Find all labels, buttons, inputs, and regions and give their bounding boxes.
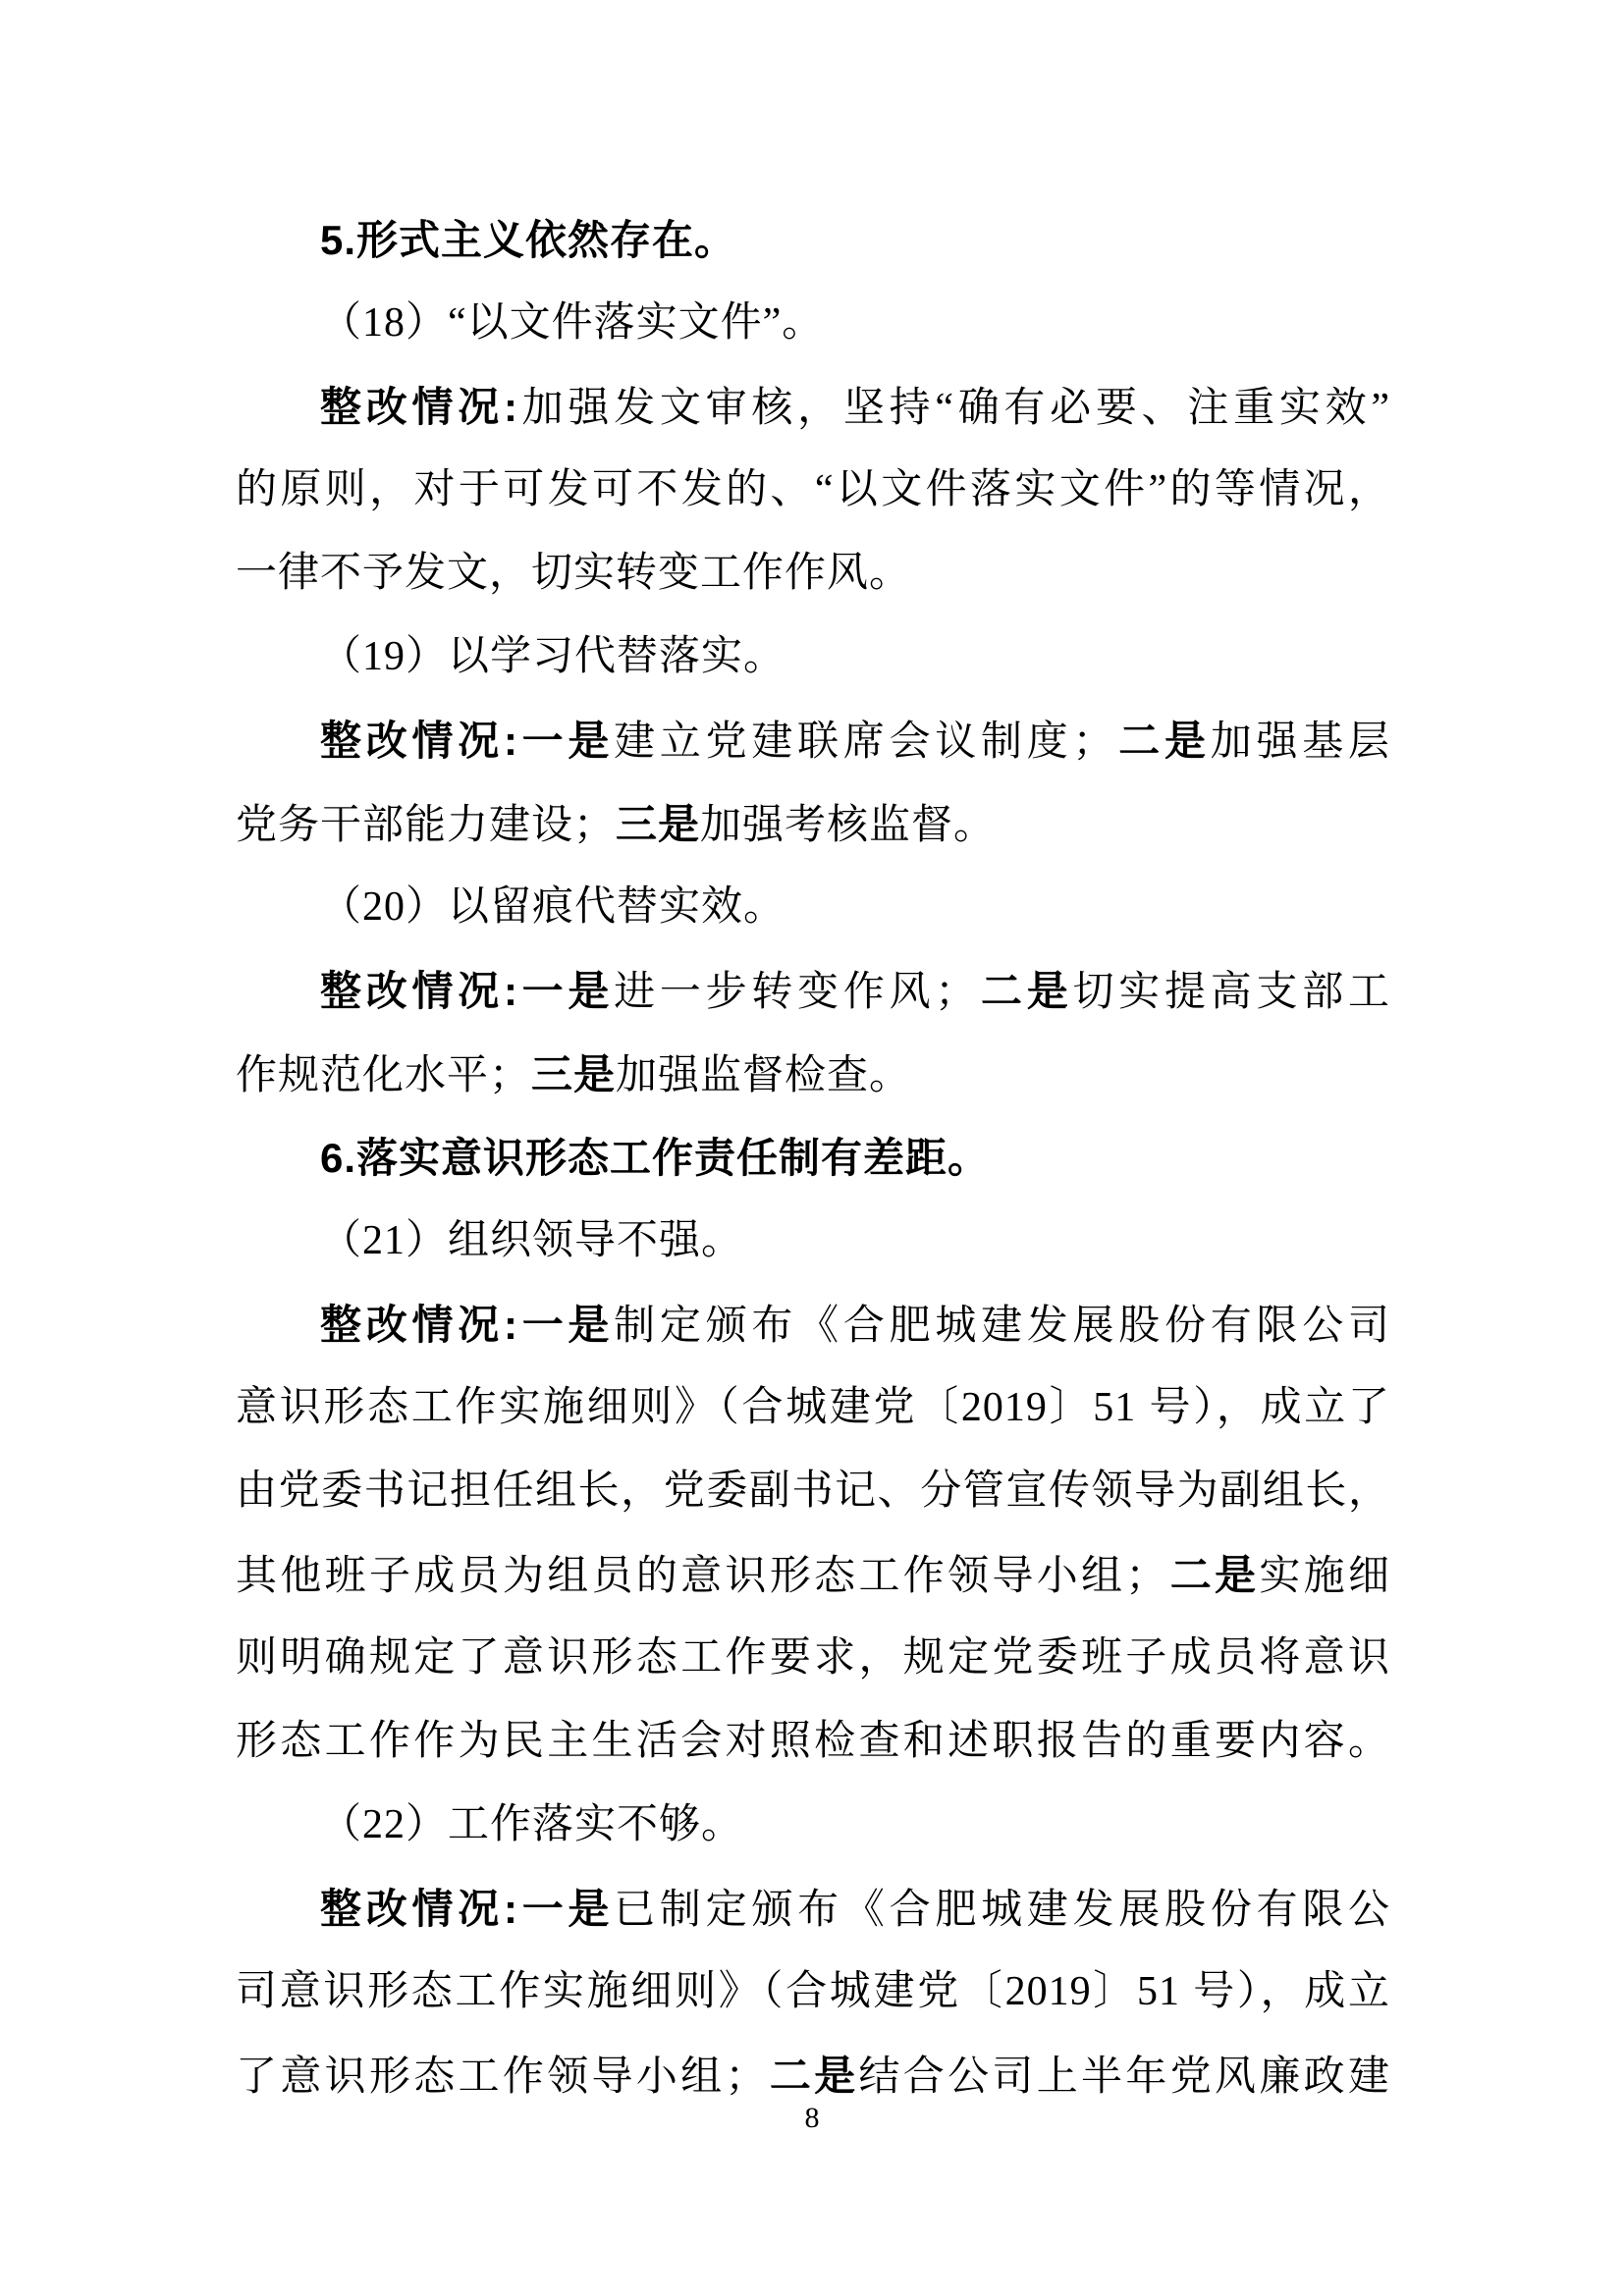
bold-text-segment: 整改情况: — [320, 384, 518, 430]
text-line — [236, 282, 1390, 365]
bold-text-segment: 整改情况: — [320, 968, 518, 1014]
text-line — [236, 1533, 1390, 1617]
text-line — [236, 1200, 1390, 1283]
bold-text-segment: 6.落实意识形态工作责任制有差距。 — [320, 1135, 991, 1181]
bold-text-segment: 二是 — [1167, 1552, 1260, 1598]
text-line — [236, 1700, 1390, 1784]
bold-text-segment: 整改情况: — [320, 718, 518, 764]
text-segment: 加强考核监督。 — [700, 803, 997, 848]
text-segment: 实施细 — [1259, 1554, 1390, 1599]
text-line — [236, 1617, 1390, 1700]
page-number: 8 — [804, 2102, 820, 2134]
text-line — [236, 866, 1390, 949]
text-segment: 则明确规定了意识形态工作要求，规定党委班子成员将意识 — [236, 1635, 1390, 1681]
text-segment: 司意识形态工作实施细则》（合城建党〔2019〕51 号），成立 — [236, 1969, 1390, 2014]
text-line — [236, 1950, 1390, 2034]
text-segment: 意识形态工作实施细则》（合城建党〔2019〕51 号），成立了 — [236, 1385, 1390, 1430]
text-line — [236, 1366, 1390, 1450]
text-segment: 其他班子成员为组员的意识形态工作领导小组； — [236, 1554, 1168, 1599]
text-segment: 作规范化水平； — [236, 1053, 532, 1098]
text-line — [236, 1116, 1390, 1200]
bold-text-segment: 二是 — [1114, 718, 1211, 764]
bold-text-segment: 整改情况: — [320, 1302, 518, 1348]
text-segment: 结合公司上半年党风廉政建 — [858, 2055, 1390, 2100]
bold-text-segment: 一是 — [517, 1302, 615, 1348]
text-segment: 一律不予发文，切实转变工作作风。 — [236, 551, 912, 596]
text-line — [236, 615, 1390, 699]
text-segment: 建立党建联席会议制度； — [614, 720, 1115, 765]
text-segment: 了意识形态工作领导小组； — [236, 2055, 768, 2100]
text-line — [236, 449, 1390, 532]
document-body — [236, 198, 1390, 2117]
text-segment: 形态工作作为民主生活会对照检查和述职报告的重要内容。 — [236, 1719, 1390, 1764]
text-line — [236, 1867, 1390, 1950]
bold-text-segment: 三是 — [531, 1051, 617, 1097]
text-line — [236, 949, 1390, 1033]
text-line — [236, 365, 1390, 449]
text-line — [236, 782, 1390, 866]
text-segment: 切实提高支部工 — [1072, 970, 1390, 1015]
text-segment: 由党委书记担任组长，党委副书记、分管宣传领导为副组长， — [236, 1468, 1390, 1514]
text-line — [236, 532, 1390, 615]
text-line — [236, 699, 1390, 782]
bold-text-segment: 三是 — [616, 801, 701, 847]
text-line — [236, 1450, 1390, 1533]
text-segment: （19）以学习代替落实。 — [320, 634, 786, 679]
text-segment: （22）工作落实不够。 — [320, 1802, 744, 1847]
bold-text-segment: 一是 — [517, 718, 615, 764]
bold-text-segment: 二是 — [767, 2053, 859, 2099]
text-segment: 进一步转变作风； — [614, 970, 978, 1015]
bold-text-segment: 一是 — [517, 968, 615, 1014]
text-segment: （20）以留痕代替实效。 — [320, 884, 786, 930]
text-segment: 制定颁布《合肥城建发展股份有限公司 — [614, 1304, 1390, 1349]
text-segment: 加强发文审核，坚持“确有必要、注重实效” — [517, 386, 1390, 431]
text-segment: （21）组织领导不强。 — [320, 1218, 744, 1263]
text-line — [236, 1033, 1390, 1116]
text-segment: （18）“以文件落实文件”。 — [320, 300, 825, 346]
text-line — [236, 198, 1390, 282]
bold-text-segment: 一是 — [517, 1886, 615, 1932]
bold-text-segment: 5.形式主义依然存在。 — [320, 217, 737, 263]
bold-text-segment: 整改情况: — [320, 1886, 518, 1932]
text-segment: 加强监督检查。 — [616, 1053, 912, 1098]
text-segment: 已制定颁布《合肥城建发展股份有限公 — [614, 1888, 1390, 1933]
text-segment: 的原则，对于可发可不发的、“以文件落实文件”的等情况， — [236, 467, 1390, 512]
text-line — [236, 1283, 1390, 1366]
text-segment: 加强基层 — [1210, 720, 1390, 765]
text-segment: 党务干部能力建设； — [236, 803, 617, 848]
bold-text-segment: 二是 — [977, 968, 1073, 1014]
text-line — [236, 1784, 1390, 1867]
